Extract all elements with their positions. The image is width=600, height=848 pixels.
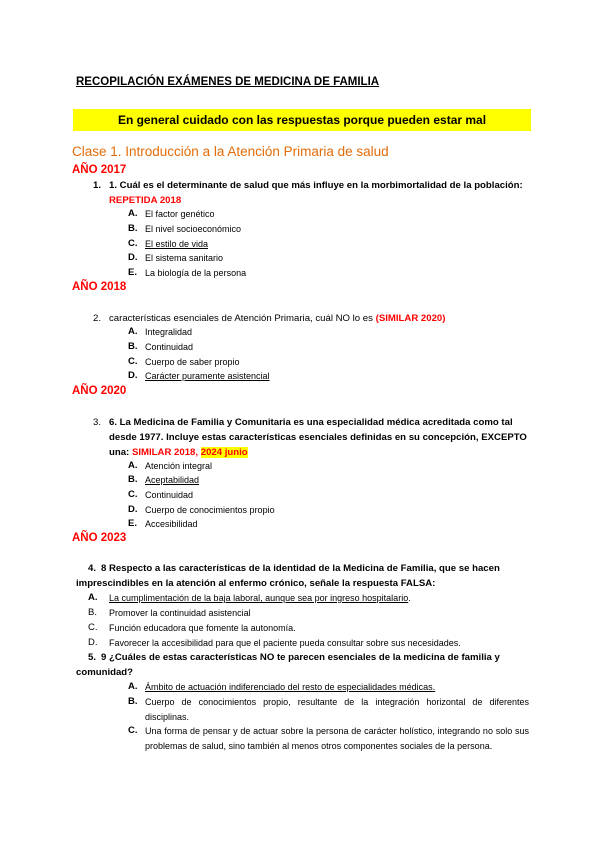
correct-option-text: El estilo de vida xyxy=(145,239,209,249)
option-text: Promover la continuidad asistencial xyxy=(109,608,251,618)
option-letter: B. xyxy=(128,474,138,485)
option-text: Accesibilidad xyxy=(145,519,198,529)
option-text: El nivel socioeconómico xyxy=(145,224,242,234)
question-number: 2. xyxy=(93,313,102,324)
question-text-line xyxy=(109,311,445,327)
question-text: desde 1977. Incluye estas características esenciales definidas en su concepción, EXCEPTO xyxy=(109,432,527,443)
question-text: 6. La Medicina de Familia y Comunitaria es una especialidad médica acreditada como tal xyxy=(109,417,513,428)
repeat-tag: REPETIDA 2018 xyxy=(109,195,182,206)
option-letter: A. xyxy=(88,592,98,603)
option-letter: C. xyxy=(128,238,138,249)
document-title: RECOPILACIÓN EXÁMENES DE MEDICINA DE FAMILIA xyxy=(76,76,380,88)
option-letter: B. xyxy=(88,607,97,618)
question-text: características esenciales de Atención Primaria, cuál NO lo es xyxy=(109,313,373,324)
year-heading-2023: AÑO 2023 xyxy=(72,532,127,544)
option-text: Cuerpo de conocimientos propio xyxy=(145,505,275,515)
option-text: Función educadora que fomente la autonomía. xyxy=(109,623,296,633)
correct-option-text: La cumplimentación de la baja laboral, aunque sea por ingreso hospitalario xyxy=(109,593,409,603)
question-text: comunidad? xyxy=(76,667,134,678)
option-letter: D. xyxy=(128,504,138,515)
option-letter: C. xyxy=(128,725,138,736)
option-text: Continuidad xyxy=(145,342,194,352)
option-text: Integralidad xyxy=(145,327,193,337)
option-text: El factor genético xyxy=(145,209,215,219)
option-text: La biología de la persona xyxy=(145,268,247,278)
question-text-line xyxy=(109,445,248,461)
option-letter: C. xyxy=(128,356,138,367)
option-letter: C. xyxy=(128,489,138,500)
question-number: 1. xyxy=(93,180,102,191)
option-letter: B. xyxy=(128,223,138,234)
option-text: Cuerpo de saber propio xyxy=(145,357,240,367)
option-letter: E. xyxy=(128,267,137,278)
similar-tag: (SIMILAR 2020) xyxy=(375,313,446,324)
question-text: 9 ¿Cuáles de estas características NO te parecen esenciales de la medicina de familia y xyxy=(101,652,500,663)
option-letter: B. xyxy=(128,696,138,707)
option-letter: D. xyxy=(128,370,138,381)
option-text: Favorecer la accesibilidad para que el paciente pueda consultar sobre sus necesidades. xyxy=(109,638,461,648)
year-heading-2017: AÑO 2017 xyxy=(72,164,127,176)
option-letter: D. xyxy=(128,252,138,263)
option-letter: A. xyxy=(128,208,138,219)
option-text: Cuerpo de conocimientos propio, resultante de la integración horizontal de diferentes disciplinas. xyxy=(145,697,529,722)
date-tag: 2024 junio xyxy=(200,447,248,458)
option-suffix: . xyxy=(408,593,411,603)
option-letter: B. xyxy=(128,341,138,352)
question-text: imprescindibles en la atención al enfermo crónico, señale la respuesta FALSA: xyxy=(76,578,436,589)
question-number: 3. xyxy=(93,417,102,428)
question-number: 4. xyxy=(88,563,97,574)
correct-option-text: Carácter puramente asistencial xyxy=(145,371,270,381)
option-text: Atención integral xyxy=(145,461,213,471)
similar-tag: SIMILAR 2018, xyxy=(131,447,199,458)
option-line xyxy=(109,593,411,603)
option-letter: A. xyxy=(128,681,138,692)
year-heading-2020: AÑO 2020 xyxy=(72,385,127,397)
option-text: Continuidad xyxy=(145,490,194,500)
option-letter: C. xyxy=(88,622,98,633)
question-text: una: xyxy=(109,447,130,458)
class-heading: Clase 1. Introducción a la Atención Primaria de salud xyxy=(72,144,389,159)
warning-notice: En general cuidado con las respuestas porque pueden estar mal xyxy=(73,109,531,131)
correct-option-text: Aceptabilidad xyxy=(145,475,200,485)
question-text: 8 Respecto a las características de la identidad de la Medicina de Familia, que se hacen xyxy=(101,563,500,574)
correct-option-text: Ámbito de actuación indiferenciado del resto de especialidades médicas. xyxy=(145,682,436,692)
option-text: Una forma de pensar y de actuar sobre la persona de carácter holístico, integrando no solo sus problemas de salud, sino también al menos otros componentes sociales de la persona. xyxy=(145,726,529,751)
option-letter: D. xyxy=(88,637,98,648)
option-letter: E. xyxy=(128,518,137,529)
question-text: 1. Cuál es el determinante de salud que más influye en la morbimortalidad de la población: xyxy=(109,180,523,191)
option-letter: A. xyxy=(128,460,138,471)
option-text: El sistema sanitario xyxy=(145,253,224,263)
option-letter: A. xyxy=(128,326,138,337)
year-heading-2018: AÑO 2018 xyxy=(72,281,127,293)
question-number: 5. xyxy=(88,652,97,663)
